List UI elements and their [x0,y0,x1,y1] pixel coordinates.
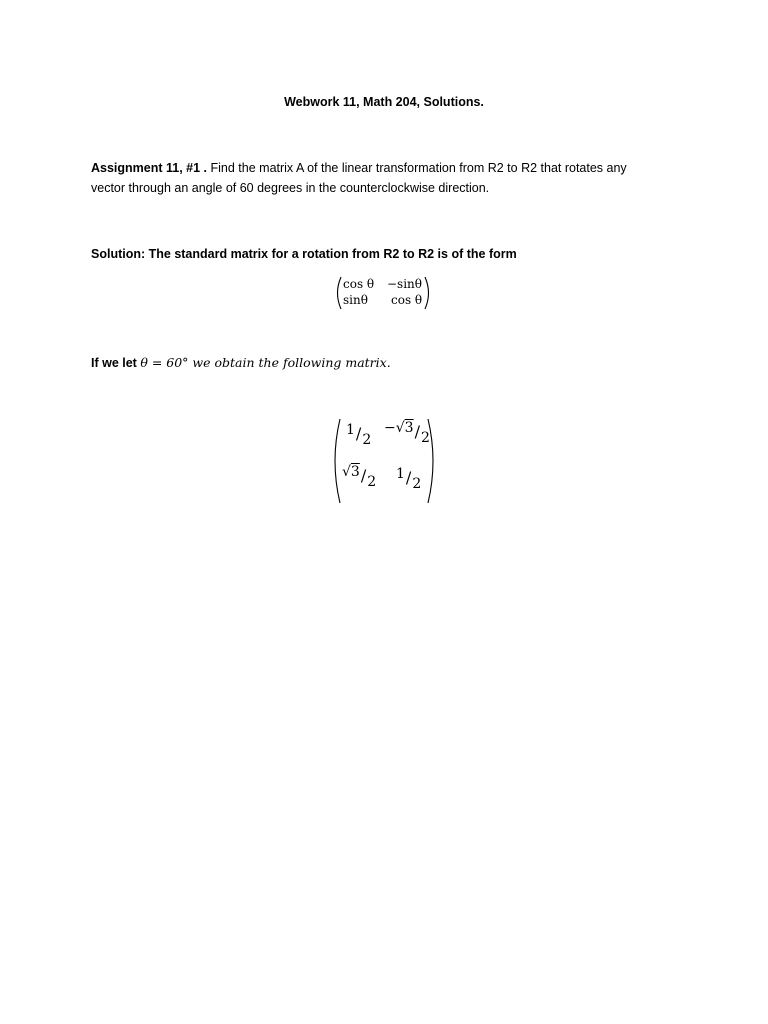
right-parenthesis [426,418,438,504]
assignment-text-line1: Find the matrix A of the linear transformation from R2 to R2 that rotates any [210,161,627,175]
matrix-cell-a11: cos θ [343,277,375,291]
assignment-label: Assignment 11, #1 . [91,161,208,175]
rotation-matrix [333,276,433,310]
if-let-math: = 60° we obtain the following matrix. [147,355,391,370]
result-cell-a21: √3/2 [342,464,377,490]
if-let-theta: θ [140,355,148,370]
matrix-cell-a22: cos θ [391,293,423,307]
if-let-lead: If we let [91,356,141,370]
result-matrix [330,418,438,504]
right-parenthesis [423,276,433,310]
matrix-cell-a21: sinθ [343,293,368,307]
page-title: Webwork 11, Math 204, Solutions. [284,95,484,109]
assignment-paragraph [91,158,691,198]
left-parenthesis [330,418,342,504]
assignment-text-line2: vector through an angle of 60 degrees in the counterclockwise direction. [91,181,490,195]
result-cell-a11: 1/2 [346,422,372,448]
result-cell-a12: −√3/2 [384,420,430,446]
left-parenthesis [333,276,343,310]
result-cell-a22: 1/2 [396,466,422,492]
solution-paragraph: Solution: The standard matrix for a rotation from R2 to R2 is of the form [91,247,517,261]
if-let-paragraph [91,353,691,373]
matrix-cell-a12: −sinθ [387,277,423,291]
